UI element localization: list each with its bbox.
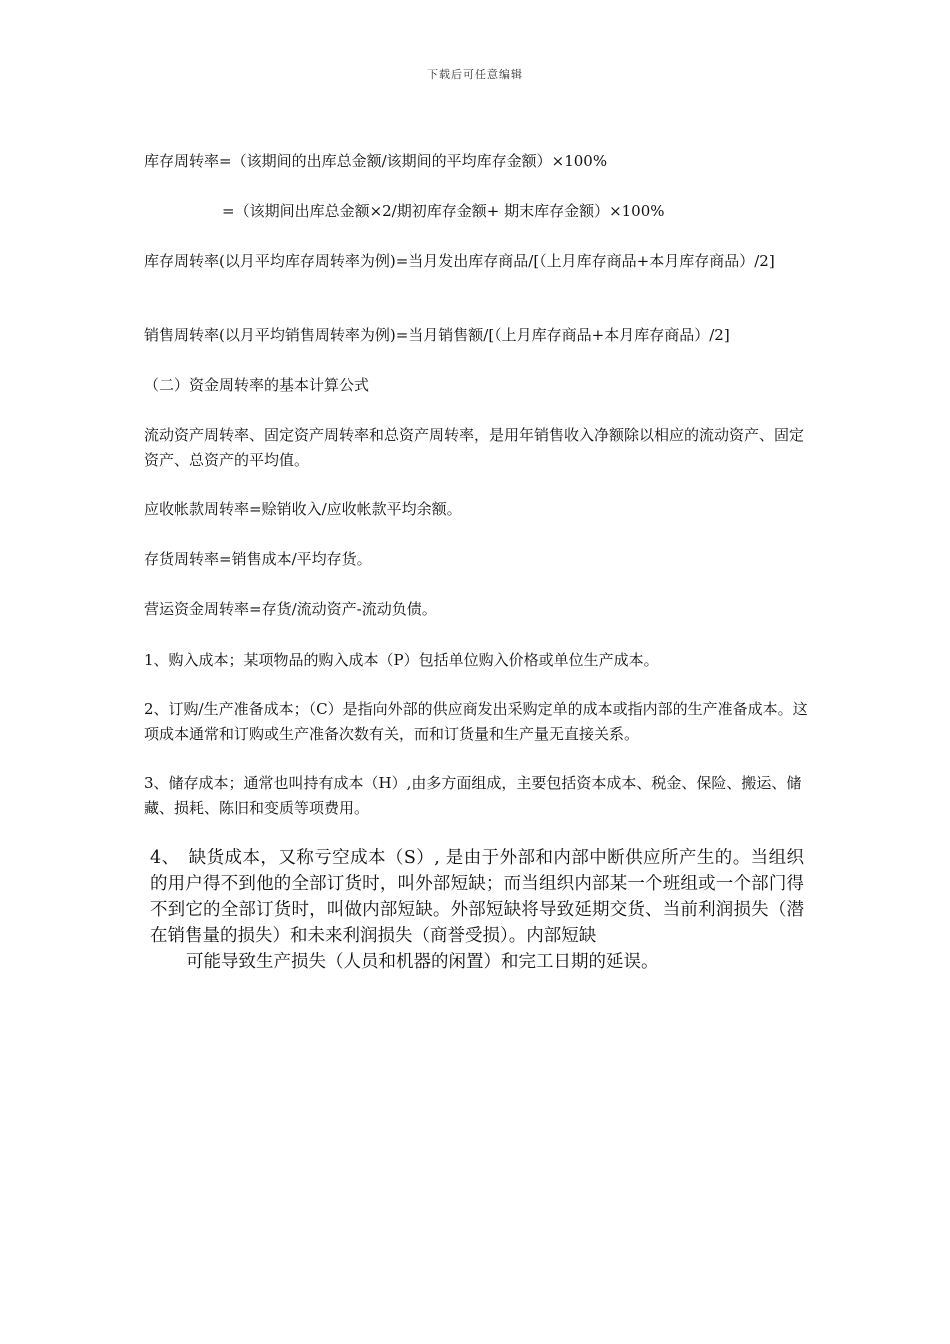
receivables-turnover-formula: 应收帐款周转率=赊销收入/应收帐款平均余额。	[144, 500, 462, 518]
inventory-turnover-formula-alt: =（该期间出库总金额×2/期初库存金额+ 期末库存金额）×100%	[222, 202, 665, 220]
holding-cost-item: 3、储存成本；通常也叫持有成本（H）,由多方面组成，主要包括资本成本、税金、保险、搬运、储藏、损耗、陈旧和变质等项费用。	[144, 774, 802, 817]
shortage-cost-tail-text: 可能导致生产损失（人员和机器的闲置）和完工日期的延误。	[186, 952, 659, 972]
shortage-cost-main-text: 4、 缺货成本，又称亏空成本（S）, 是由于外部和内部中断供应所产生的。当组织的用户得不到他的全部订货时，叫外部短缺；而当组织内部某一个班组或一个部门得不到它的全部订货时，叫做内部短缺。外部短缺将导致延期交货、当前利润损失（潜在销售量的损失）和未来利润损失（商誉受损）。内部短缺	[150, 848, 804, 946]
asset-turnover-description: 流动资产周转率、固定资产周转率和总资产周转率，是用年销售收入净额除以相应的流动资产、固定资产、总资产的平均值。	[144, 426, 805, 469]
section-heading-capital-turnover: （二）资金周转率的基本计算公式	[144, 376, 370, 394]
working-capital-turnover-formula: 营运资金周转率=存货/流动资产-流动负债。	[144, 600, 437, 618]
stock-turnover-formula: 存货周转率=销售成本/平均存货。	[144, 550, 372, 568]
shortage-cost-item	[150, 845, 804, 975]
monthly-inventory-turnover: 库存周转率(以月平均库存周转率为例)=当月发出库存商品/[（上月库存商品+本月库存商品）/2]	[144, 252, 775, 270]
ordering-cost-item: 2、订购/生产准备成本；（C）是指向外部的供应商发出采购定单的成本或指内部的生产准备成本。这项成本通常和订购或生产准备次数有关，而和订货量和生产量无直接关系。	[144, 700, 808, 743]
inventory-turnover-formula: 库存周转率=（该期间的出库总金额/该期间的平均库存金额）×100%	[144, 152, 608, 170]
page-header-note: 下载后可任意编辑	[427, 68, 523, 81]
monthly-sales-turnover: 销售周转率(以月平均销售周转率为例)=当月销售额/[（上月库存商品+本月库存商品）/2]	[144, 326, 730, 344]
purchase-cost-item: 1、购入成本；某项物品的购入成本（P）包括单位购入价格或单位生产成本。	[144, 651, 659, 669]
